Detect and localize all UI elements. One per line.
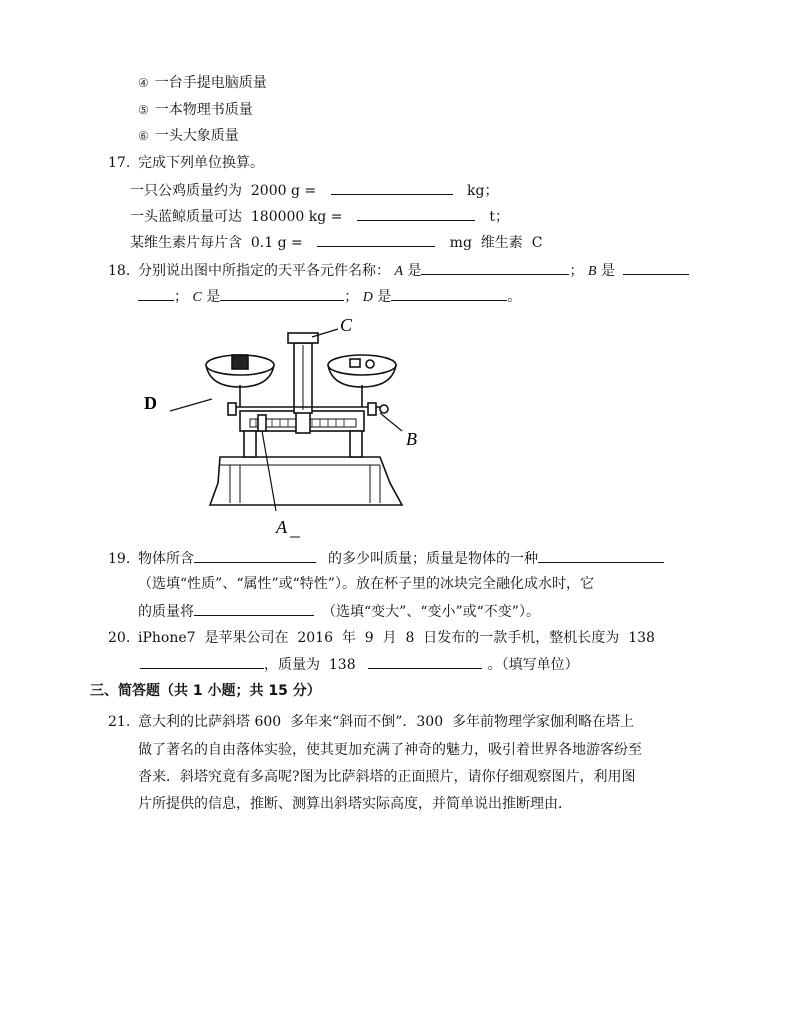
question-text: 片所提供的信息，推断、测算出斜塔实际高度，并简单说出推断理由．: [138, 796, 572, 812]
question-text: iPhone7 是苹果公司在 2016 年 9 月 8 日发布的一款手机，整机长度为 138: [138, 630, 655, 646]
question-20-line-1: [108, 628, 655, 648]
question-text: 的多少叫质量；质量是物体的一种: [328, 551, 538, 567]
question-18-line-2: [138, 286, 521, 308]
answer-blank-b[interactable]: [623, 260, 689, 275]
question-text: 完成下列单位换算。: [138, 155, 264, 171]
conversion-unit: t；: [489, 209, 509, 225]
item-4: [138, 73, 267, 93]
answer-blank-c[interactable]: [220, 286, 344, 301]
is-text: 是: [600, 263, 615, 279]
question-text: 物体所含: [138, 551, 194, 567]
question-text: 。（填写单位）: [487, 657, 579, 673]
question-19-line-1: [108, 548, 664, 569]
label-c: C: [340, 315, 353, 335]
question-text: ，质量为 138: [264, 657, 356, 673]
is-text: 是: [407, 263, 422, 279]
left-pan-weight: [232, 355, 248, 369]
answer-blank[interactable]: [368, 654, 482, 669]
conversion-text: 一只公鸡质量约为 2000 g =: [130, 183, 317, 199]
conversion-text: 某维生素片每片含 0.1 g =: [130, 235, 303, 251]
conversion-text: 一头蓝鲸质量可达 180000 kg =: [130, 209, 343, 225]
question-text: 沓来．斜塔究竟有多高呢?图为比萨斜塔的正面照片，请你仔细观察图片，利用图: [138, 769, 636, 785]
conversion-unit: kg；: [467, 183, 499, 199]
question-20-line-2: [140, 654, 579, 675]
right-pan: [328, 355, 396, 375]
item-text: 一头大象质量: [154, 128, 239, 144]
question-17-line-2: [130, 206, 509, 227]
answer-blank-d[interactable]: [391, 286, 507, 301]
question-number: 19.: [108, 551, 131, 567]
item-text: 一本物理书质量: [154, 102, 253, 118]
balance-nut-left: [228, 403, 236, 415]
answer-blank-b-cont[interactable]: [138, 286, 174, 301]
question-text: 的质量将: [138, 604, 194, 620]
label-b: B: [406, 429, 417, 449]
balance-scale-figure: [140, 315, 440, 540]
answer-blank[interactable]: [140, 654, 264, 669]
question-19-line-3: [138, 601, 540, 622]
part-label-a: A: [394, 264, 404, 279]
question-text: （选填“性质”、“属性”或“特性”）。放在杯子里的冰块完全融化成水时，它: [138, 576, 594, 592]
question-17-title: [108, 153, 264, 173]
item-5: [138, 100, 253, 120]
question-21-line-3: [138, 767, 636, 787]
question-text: 做了著名的自由落体实验，使其更加充满了神奇的魅力，吸引着世界各地游客纷至: [138, 742, 642, 758]
balance-nut-right: [368, 403, 376, 415]
part-label-d: D: [362, 290, 373, 305]
question-18-line-1: [108, 260, 689, 282]
question-text: （选填“变大”、“变小”或“不变”）。: [322, 604, 540, 620]
answer-blank[interactable]: [194, 601, 314, 616]
section-3-title: 三、简答题（共 1 小题；共 15 分）: [90, 683, 321, 699]
part-label-b: B: [587, 264, 597, 279]
item-marker: ④: [138, 76, 149, 90]
balance-base: [210, 457, 402, 505]
separator: ；: [344, 289, 359, 305]
answer-blank[interactable]: [357, 206, 475, 221]
item-marker: ⑤: [138, 103, 149, 117]
question-number: 20.: [108, 630, 131, 646]
question-text: 意大利的比萨斜塔 600 多年来“斜而不倒”．300 多年前物理学家伽利略在塔上: [138, 714, 635, 730]
question-21-line-1: [108, 712, 634, 732]
is-text: 是: [377, 289, 392, 305]
question-17-line-1: [130, 180, 498, 201]
separator: ；: [569, 263, 584, 279]
question-number: 21.: [108, 714, 131, 730]
question-number: 18.: [108, 263, 131, 279]
period: 。: [507, 289, 522, 305]
item-6: [138, 126, 239, 146]
question-19-line-2: [138, 574, 594, 594]
conversion-unit: mg 维生素 C: [449, 235, 543, 251]
answer-blank-a[interactable]: [421, 260, 569, 275]
is-text: 是: [206, 289, 221, 305]
question-text: 分别说出图中所指定的天平各元件名称：: [138, 263, 390, 279]
part-label-c: C: [192, 290, 202, 305]
answer-blank[interactable]: [331, 180, 453, 195]
question-number: 17.: [108, 155, 131, 171]
label-d: D: [144, 393, 157, 413]
item-marker: ⑥: [138, 129, 149, 143]
answer-blank[interactable]: [194, 548, 316, 563]
question-21-line-2: [138, 740, 642, 760]
item-text: 一台手提电脑质量: [154, 75, 267, 91]
answer-blank[interactable]: [538, 548, 664, 563]
question-21-line-4: [138, 794, 572, 814]
label-a: A: [276, 517, 287, 537]
answer-blank[interactable]: [317, 232, 435, 247]
question-17-line-3: [130, 232, 542, 253]
separator: ；: [174, 289, 188, 305]
rider: [258, 415, 266, 431]
